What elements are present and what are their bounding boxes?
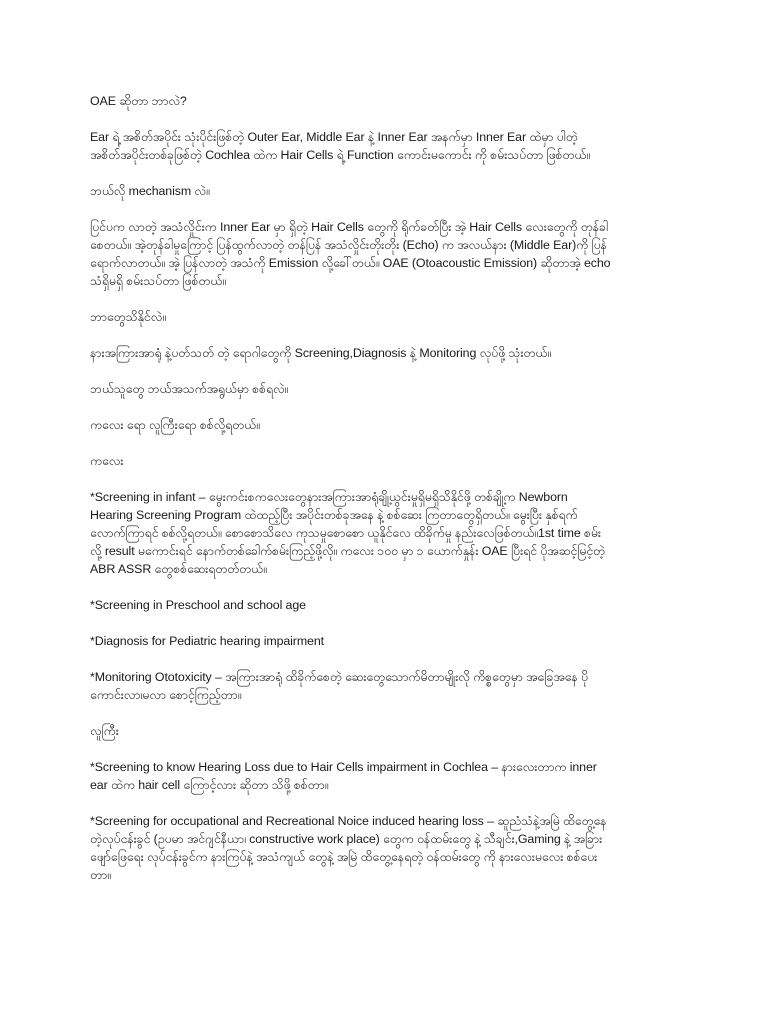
heading-children: ကလေး xyxy=(90,454,124,468)
mechanism-explanation: ပြင်ပက လာတဲ့ အသံလှိုင်းက Inner Ear မှာ ရှိတဲ့ Hair Cells တွေကို ရိုက်ခတ်ပြီး အဲ့ Hair Cells လေးတွေကို တုန်ခါ စေတယ်။ အဲ့တုန်ခါမှုကြောင့် ပြန်ထွက်လာတဲ့ တန်ပြန် အသံလှိုင်းတိုးတိုး (Echo) က အလယ်နား (Middle Ear)ကို ပြန် ရောက်လာတယ်။ အဲ့ ပြန်လာတဲ့ အသံကို Emission လို့ခေါ်တယ်။ OAE (Otoacoustic Emission) ဆိုတာအဲ့ echo သံရှိမရှိ စမ်းသပ်တာ ဖြစ်တယ်။ xyxy=(90,220,611,288)
oae-definition: Ear ရဲ့ အစိတ်အပိုင်း သုံးပိုင်းဖြစ်တဲ့ Outer Ear, Middle Ear နဲ့ Inner Ear အနက်မှာ Inner Ear ထဲမှာ ပါတဲ့ အစိတ်အပိုင်းတစ်ခုဖြစ်တဲ့ Cochlea ထဲက Hair Cells ရဲ့ Function ကောင်းမကောင်း ကို စမ်းသပ်တာ ဖြစ်တယ်။ xyxy=(90,130,590,162)
question-mechanism: ဘယ်လို mechanism လဲ။ xyxy=(90,184,210,198)
screening-noise-induced: *Screening for occupational and Recreational Noice induced hearing loss – ဆူညံသံနဲ့အမြဲ ထိတွေ့နေ တဲ့လုပ်ငန်းခွင် (ဥပမာ အင်ဂျင်နီယာ၊ constructive work place) တွေက ဝန်ထမ်းတွေ နဲ့ သီချင်း,Gaming နဲ့ အခြား ဖျော်ဖြေရေး လုပ်ငန်းခွင်က နားကြပ်နဲ့ အသံကျယ် တွေနဲ့ အမြဲ ထိတွေ့နေရတဲ့ ဝန်ထမ်းတွေ ကို နားလေးမလေး စစ်ပေး တာ။ xyxy=(90,814,607,882)
question-what-can-know: ဘာတွေသိနိုင်လဲ။ xyxy=(90,310,166,324)
diagnosis-pediatric: *Diagnosis for Pediatric hearing impairment xyxy=(90,634,324,648)
screening-cochlea: *Screening to know Hearing Loss due to Hair Cells impairment in Cochlea – နားလေးတာက inner ear ထဲက hair cell ကြောင့်လား ဆိုတာ သိဖို့ စစ်တာ။ xyxy=(90,760,597,792)
screening-preschool: *Screening in Preschool and school age xyxy=(90,598,306,612)
question-who-age: ဘယ်သူတွေ ဘယ်အသက်အရွယ်မှာ စစ်ရလဲ။ xyxy=(90,382,289,396)
question-what-is-oae: OAE ဆိုတာ ဘာလဲ? xyxy=(90,94,187,108)
monitoring-ototoxicity: *Monitoring Ototoxicity – အကြားအာရုံ ထိခိုက်စေတဲ့ ဆေးတွေသောက်မိတာမျိုးလို ကိစ္စတွေမှာ အခြေအနေ ပို ကောင်းလာ၊မလာ စောင့်ကြည့်တာ။ xyxy=(90,670,588,702)
screening-infant: *Screening in infant – မွေးကင်းစကလေးတွေနားအကြားအာရုံချို့ယွင်းမှုရှိမရှိသိနိုင်ဖို့ တစ်ချို့က Newborn Hearing Screening Program ထဲထည့်ပြီး အပိုင်းတစ်ခုအနေ နဲ့ စစ်ဆေး ကြတာတွေရှိတယ်။ မွေးပြီး နှစ်ရက် လောက်ကြာရင် စစ်လို့ရတယ်။ စောစောသိလေ ကုသမှုစောစော ယူနိုင်လေ ထိခိုက်မှု နည်းလေဖြစ်တယ်။1st time စမ်း လို့ result မကောင်းရင် နောက်တစ်ခေါက်စမ်းကြည့်ဖို့လို။ ကလေး ၁၀၀ မှာ ၁ ယောက်နှုန်း OAE ပြီးရင် ပိုအဆင့်မြင့်တဲ့ ABR ASSR တွေစစ်ဆေးရတတ်တယ်။ xyxy=(90,490,605,576)
uses-paragraph: နားအကြားအာရုံ နဲ့ပတ်သတ် တဲ့ ရောဂါတွေကို Screening,Diagnosis နဲ့ Monitoring လုပ်ဖို့ သုံးတယ်။ xyxy=(90,346,551,360)
heading-adults: လူကြီး xyxy=(90,724,119,738)
who-answer: ကလေး ရော လူကြီးရော စစ်လို့ရတယ်။ xyxy=(90,418,260,432)
